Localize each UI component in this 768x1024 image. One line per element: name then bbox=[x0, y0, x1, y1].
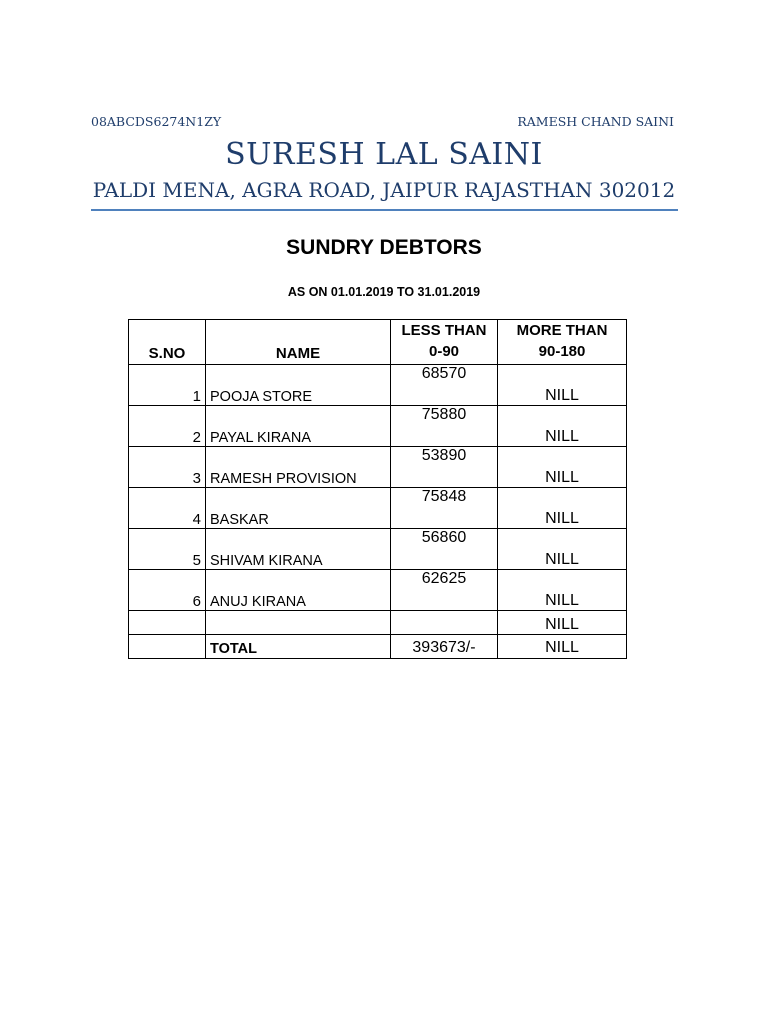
table-header-row bbox=[129, 320, 627, 365]
table-row bbox=[129, 529, 627, 570]
cell-sno: 2 bbox=[129, 406, 206, 447]
cell-less-than: 53890 bbox=[391, 447, 498, 488]
header-more-than-line2: 90-180 bbox=[538, 343, 586, 360]
header-more-than-line1: MORE THAN bbox=[516, 322, 608, 339]
header-less-than-line1: LESS THAN bbox=[401, 322, 487, 339]
cell-name: BASKAR bbox=[206, 488, 391, 529]
document-period: AS ON 01.01.2019 TO 31.01.2019 bbox=[287, 285, 481, 299]
table-row bbox=[129, 488, 627, 529]
header-divider bbox=[91, 209, 678, 211]
total-more-than: NILL bbox=[498, 635, 627, 659]
cell-more-than: NILL bbox=[498, 406, 627, 447]
header-sno: S.NO bbox=[129, 320, 206, 365]
cell-less-than: 56860 bbox=[391, 529, 498, 570]
cell-sno: 4 bbox=[129, 488, 206, 529]
letterhead-top bbox=[91, 114, 674, 129]
cell-name-empty bbox=[206, 611, 391, 635]
cell-name: ANUJ KIRANA bbox=[206, 570, 391, 611]
cell-name: RAMESH PROVISION bbox=[206, 447, 391, 488]
cell-less-than: 75848 bbox=[391, 488, 498, 529]
cell-less-than: 75880 bbox=[391, 406, 498, 447]
cell-sno: 3 bbox=[129, 447, 206, 488]
gstin-number: 08ABCDS6274N1ZY bbox=[91, 114, 222, 129]
cell-sno: 5 bbox=[129, 529, 206, 570]
table-row-blank bbox=[129, 611, 627, 635]
cell-more-than: NILL bbox=[498, 447, 627, 488]
cell-sno: 6 bbox=[129, 570, 206, 611]
header-less-than bbox=[391, 320, 498, 365]
document-title: SUNDRY DEBTORS bbox=[286, 236, 482, 259]
cell-sno-empty bbox=[129, 611, 206, 635]
cell-more-than: NILL bbox=[498, 365, 627, 406]
cell-sno-empty bbox=[129, 635, 206, 659]
header-name: NAME bbox=[206, 320, 391, 365]
cell-more-than: NILL bbox=[498, 529, 627, 570]
cell-more-than: NILL bbox=[498, 488, 627, 529]
total-label: TOTAL bbox=[206, 635, 391, 659]
cell-less-than-empty bbox=[391, 611, 498, 635]
table-row-total bbox=[129, 635, 627, 659]
cell-name: SHIVAM KIRANA bbox=[206, 529, 391, 570]
cell-more-than: NILL bbox=[498, 570, 627, 611]
cell-more-than: NILL bbox=[498, 611, 627, 635]
total-less-than: 393673/- bbox=[391, 635, 498, 659]
table-row bbox=[129, 570, 627, 611]
proprietor-name: RAMESH CHAND SAINI bbox=[517, 114, 674, 129]
cell-less-than: 62625 bbox=[391, 570, 498, 611]
cell-name: POOJA STORE bbox=[206, 365, 391, 406]
header-more-than bbox=[498, 320, 627, 365]
company-name: SURESH LAL SAINI bbox=[225, 137, 543, 172]
debtors-table bbox=[128, 319, 627, 659]
table-row bbox=[129, 365, 627, 406]
cell-name: PAYAL KIRANA bbox=[206, 406, 391, 447]
table-row bbox=[129, 447, 627, 488]
table-row bbox=[129, 406, 627, 447]
company-address: PALDI MENA, AGRA ROAD, JAIPUR RAJASTHAN 302012 bbox=[92, 178, 676, 202]
cell-sno: 1 bbox=[129, 365, 206, 406]
header-less-than-line2: 0-90 bbox=[428, 343, 460, 360]
cell-less-than: 68570 bbox=[391, 365, 498, 406]
